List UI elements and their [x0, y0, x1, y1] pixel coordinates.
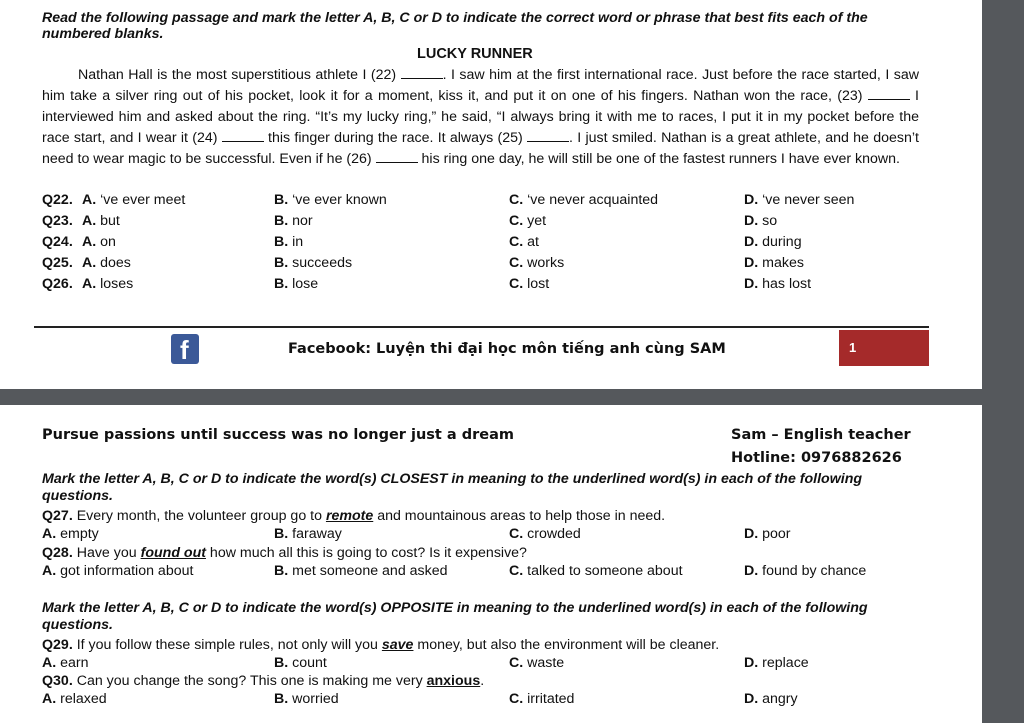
- question-text: how much all this is going to cost? Is it expensive?: [205, 545, 527, 561]
- question-text: Can you change the song? This one is making me very: [72, 673, 427, 689]
- option-letter: B.: [274, 526, 289, 542]
- option-letter: A.: [82, 213, 97, 229]
- blank-24: [222, 130, 264, 142]
- question-number: Q24.: [42, 234, 73, 250]
- option-letter: A.: [42, 526, 57, 542]
- option-letter: A.: [42, 563, 57, 579]
- option-letter: A.: [42, 691, 57, 707]
- option-b: ‘ve ever known: [292, 192, 387, 208]
- option-letter: B.: [274, 255, 289, 271]
- question-number: Q28.: [42, 545, 73, 561]
- document-page-2: [0, 405, 982, 723]
- blank-23: [868, 88, 910, 100]
- option-letter: D.: [744, 192, 759, 208]
- question-text: and mountainous areas to help those in need.: [373, 508, 666, 524]
- facebook-icon[interactable]: f: [171, 334, 199, 364]
- option-a: on: [100, 234, 116, 250]
- option-c: at: [527, 234, 539, 250]
- option-letter: A.: [82, 276, 97, 292]
- question-29: [42, 637, 719, 653]
- option-d: has lost: [762, 276, 812, 292]
- option-letter: D.: [744, 213, 759, 229]
- question-number: Q22.: [42, 192, 73, 208]
- passage-part: . I saw him at the first international race. Just before the race started, I saw him take a silver ring out of his pocket, look it for a moment, kiss it, and put it on one of his fingers. Nathan won the race, (23): [42, 67, 919, 104]
- option-a: empty: [60, 526, 99, 542]
- option-c: yet: [527, 213, 547, 229]
- option-b: nor: [292, 213, 313, 229]
- option-a: relaxed: [60, 691, 107, 707]
- option-letter: A.: [82, 192, 97, 208]
- blank-22: [401, 67, 443, 79]
- option-letter: B.: [274, 276, 289, 292]
- option-d: angry: [762, 691, 798, 707]
- option-letter: A.: [42, 655, 57, 671]
- option-letter: B.: [274, 563, 289, 579]
- header-slogan: Pursue passions until success was no longer just a dream: [42, 427, 515, 443]
- facebook-footer-text: Facebook: Luyện thi đại học môn tiếng anh cùng SAM: [288, 341, 726, 357]
- option-letter: D.: [744, 276, 759, 292]
- option-b: faraway: [292, 526, 342, 542]
- option-letter: C.: [509, 655, 524, 671]
- option-c: ‘ve never acquainted: [527, 192, 659, 208]
- instruction-closest: Mark the letter A, B, C or D to indicate the word(s) CLOSEST in meaning to the underlined word(s) in each of the following questions.: [42, 471, 863, 504]
- option-letter: C.: [509, 192, 524, 208]
- option-c: talked to someone about: [527, 563, 683, 579]
- passage-part: this finger during the race. It always (25): [263, 130, 528, 146]
- option-letter: C.: [509, 234, 524, 250]
- underlined-word: remote: [325, 508, 374, 524]
- option-letter: B.: [274, 691, 289, 707]
- option-letter: D.: [744, 526, 759, 542]
- option-letter: D.: [744, 655, 759, 671]
- option-letter: D.: [744, 691, 759, 707]
- option-letter: D.: [744, 255, 759, 271]
- blank-25: [527, 130, 569, 142]
- underlined-word: anxious: [426, 673, 481, 689]
- option-a: got information about: [60, 563, 194, 579]
- option-b: worried: [292, 691, 339, 707]
- question-27: [42, 508, 665, 524]
- option-b: succeeds: [292, 255, 353, 271]
- option-a: ‘ve ever meet: [100, 192, 186, 208]
- question-number: Q25.: [42, 255, 73, 271]
- option-c: crowded: [527, 526, 581, 542]
- question-text: If you follow these simple rules, not only will you: [72, 637, 382, 653]
- question-text: Every month, the volunteer group go to: [72, 508, 326, 524]
- question-number: Q23.: [42, 213, 73, 229]
- option-letter: B.: [274, 655, 289, 671]
- option-letter: C.: [509, 276, 524, 292]
- page-number-badge: [839, 330, 929, 366]
- option-a: loses: [100, 276, 134, 292]
- option-letter: C.: [509, 213, 524, 229]
- option-letter: A.: [82, 255, 97, 271]
- page-number: 1: [849, 340, 857, 355]
- option-letter: B.: [274, 192, 289, 208]
- option-a: earn: [60, 655, 89, 671]
- passage-text: [42, 65, 919, 170]
- passage-part: . I just smiled. Nathan is a great athlete, and he doesn’t need to wear magic to be successful. Even if he (26): [42, 130, 919, 167]
- option-letter: D.: [744, 234, 759, 250]
- option-d: poor: [762, 526, 791, 542]
- question-text: Have you: [72, 545, 141, 561]
- question-number: Q26.: [42, 276, 73, 292]
- question-30: [42, 673, 484, 689]
- option-a: but: [100, 213, 120, 229]
- reading-instruction: Read the following passage and mark the letter A, B, C or D to indicate the correct word or phrase that best fits each of the numbered blanks.: [42, 10, 868, 42]
- option-a: does: [100, 255, 131, 271]
- question-number: Q30.: [42, 673, 73, 689]
- option-d: found by chance: [762, 563, 867, 579]
- option-b: in: [292, 234, 304, 250]
- passage-part: his ring one day, he will still be one of the fastest runners I have ever known.: [417, 151, 900, 167]
- option-d: during: [762, 234, 802, 250]
- option-c: lost: [527, 276, 550, 292]
- option-d: so: [762, 213, 778, 229]
- option-letter: B.: [274, 213, 289, 229]
- option-letter: D.: [744, 563, 759, 579]
- option-letter: C.: [509, 563, 524, 579]
- question-number: Q27.: [42, 508, 73, 524]
- option-d: ‘ve never seen: [762, 192, 855, 208]
- footer-divider: [34, 326, 929, 328]
- passage-part: Nathan Hall is the most superstitious athlete I (22): [78, 67, 401, 83]
- option-c: waste: [527, 655, 565, 671]
- option-letter: B.: [274, 234, 289, 250]
- option-c: works: [527, 255, 565, 271]
- question-text: .: [480, 673, 485, 689]
- question-number: Q29.: [42, 637, 73, 653]
- question-28: [42, 545, 527, 561]
- option-b: count: [292, 655, 327, 671]
- option-letter: A.: [82, 234, 97, 250]
- option-d: makes: [762, 255, 804, 271]
- header-teacher: Sam – English teacher: [731, 427, 911, 443]
- option-d: replace: [762, 655, 809, 671]
- option-b: lose: [292, 276, 319, 292]
- option-c: irritated: [527, 691, 575, 707]
- underlined-word: found out: [140, 545, 206, 561]
- header-hotline: Hotline: 0976882626: [731, 450, 902, 466]
- underlined-word: save: [381, 637, 414, 653]
- instruction-opposite: Mark the letter A, B, C or D to indicate the word(s) OPPOSITE in meaning to the underlined word(s) in each of the following questions.: [42, 600, 868, 633]
- passage-part: I interviewed him and asked about the ring. “It’s my lucky ring,” he said, “I always bring it with me to races, I put it in my pocket before the race start, and I wear it (24): [42, 88, 919, 146]
- passage-title: LUCKY RUNNER: [417, 46, 533, 62]
- option-letter: C.: [509, 691, 524, 707]
- blank-26: [376, 151, 418, 163]
- option-b: met someone and asked: [292, 563, 448, 579]
- option-letter: C.: [509, 255, 524, 271]
- question-text: money, but also the environment will be cleaner.: [413, 637, 720, 653]
- option-letter: C.: [509, 526, 524, 542]
